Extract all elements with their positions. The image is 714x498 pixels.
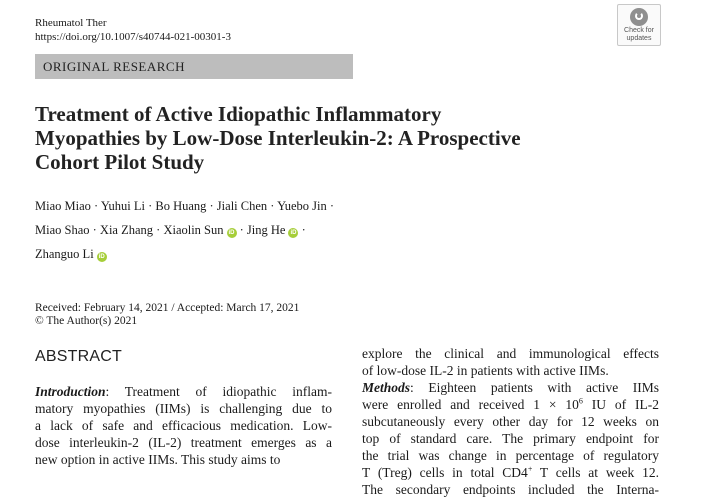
abstract-line: explore the clinical and immunological effects bbox=[362, 346, 659, 361]
orcid-icon[interactable]: iD bbox=[228, 230, 235, 236]
author-names-1: Miao Miao · Yuhui Li · Bo Huang · Jiali Chen · Yuebo Jin · bbox=[35, 199, 335, 213]
title-line-2: Myopathies by Low-Dose Interleukin-2: A Prospective bbox=[35, 126, 521, 150]
author-list bbox=[35, 194, 435, 266]
abstract-line bbox=[362, 464, 659, 481]
abstract-line: the trial was change in percentage of regulatory bbox=[362, 448, 659, 463]
abstract-line: a lack of safe and efficacious medication. Low- bbox=[35, 418, 332, 433]
title-line-3: Cohort Pilot Study bbox=[35, 150, 205, 174]
abstract-text: : Treatment of idiopathic inflam- bbox=[105, 384, 332, 399]
author-names-3: Zhanguo Li bbox=[35, 247, 94, 261]
abstract-line: dose interleukin-2 (IL-2) treatment emerges as a bbox=[35, 435, 332, 450]
received-accepted: Received: February 14, 2021 / Accepted: March 17, 2021 bbox=[35, 302, 300, 314]
abstract-line: matory myopathies (IIMs) is challenging due to bbox=[35, 401, 332, 416]
abstract-heading: ABSTRACT bbox=[35, 348, 122, 365]
check-for-updates-badge[interactable] bbox=[617, 4, 661, 46]
abstract-text: T (Treg) cells in total CD4 bbox=[362, 465, 528, 480]
article-type-label: ORIGINAL RESEARCH bbox=[35, 54, 353, 79]
abstract-text: T cells at week 12. bbox=[532, 465, 659, 480]
copyright: © The Author(s) 2021 bbox=[35, 315, 138, 327]
methods-label: Methods bbox=[362, 380, 411, 395]
orcid-icon[interactable]: iD bbox=[98, 254, 105, 260]
title-line-1: Treatment of Active Idiopathic Inflammatory bbox=[35, 102, 442, 126]
abstract-column-1 bbox=[35, 383, 332, 468]
abstract-line bbox=[35, 383, 332, 400]
badge-text-line2: updates bbox=[626, 35, 652, 42]
article-title bbox=[35, 102, 655, 174]
abstract-column-2 bbox=[362, 345, 659, 498]
orcid-icon[interactable]: iD bbox=[290, 230, 297, 236]
publication-dates bbox=[35, 302, 299, 328]
abstract-line: of low-dose IL-2 in patients with active IIMs. bbox=[362, 363, 609, 378]
abstract-text: were enrolled and received 1 × 10 bbox=[362, 397, 579, 412]
abstract-line: top of standard care. The primary endpoint for bbox=[362, 431, 659, 446]
doi-link[interactable]: https://doi.org/10.1007/s40744-021-00301-3 bbox=[35, 31, 231, 43]
abstract-line bbox=[362, 379, 659, 396]
abstract-text: : Eighteen patients with active IIMs bbox=[410, 380, 659, 395]
journal-header bbox=[35, 16, 231, 44]
author-separator: · bbox=[301, 223, 306, 237]
author-line-2 bbox=[35, 218, 435, 242]
badge-text-line1: Check for bbox=[624, 27, 654, 34]
superscript: 6 bbox=[578, 396, 583, 406]
abstract-line: subcutaneously every other day for 12 weeks on bbox=[362, 414, 659, 429]
author-line-3 bbox=[35, 242, 435, 266]
superscript: + bbox=[527, 464, 533, 474]
journal-name: Rheumatol Ther bbox=[35, 17, 107, 29]
author-line-1 bbox=[35, 194, 435, 218]
refresh-icon bbox=[630, 8, 648, 26]
author-names-2a: Miao Shao · Xia Zhang · Xiaolin Sun bbox=[35, 223, 224, 237]
introduction-label: Introduction bbox=[35, 384, 106, 399]
author-names-2b: · Jing He bbox=[239, 223, 286, 237]
abstract-line: The secondary endpoints included the Interna- bbox=[362, 482, 659, 497]
abstract-line bbox=[362, 396, 659, 413]
abstract-line: new option in active IIMs. This study aims to bbox=[35, 452, 281, 467]
abstract-text: IU of IL-2 bbox=[582, 397, 659, 412]
